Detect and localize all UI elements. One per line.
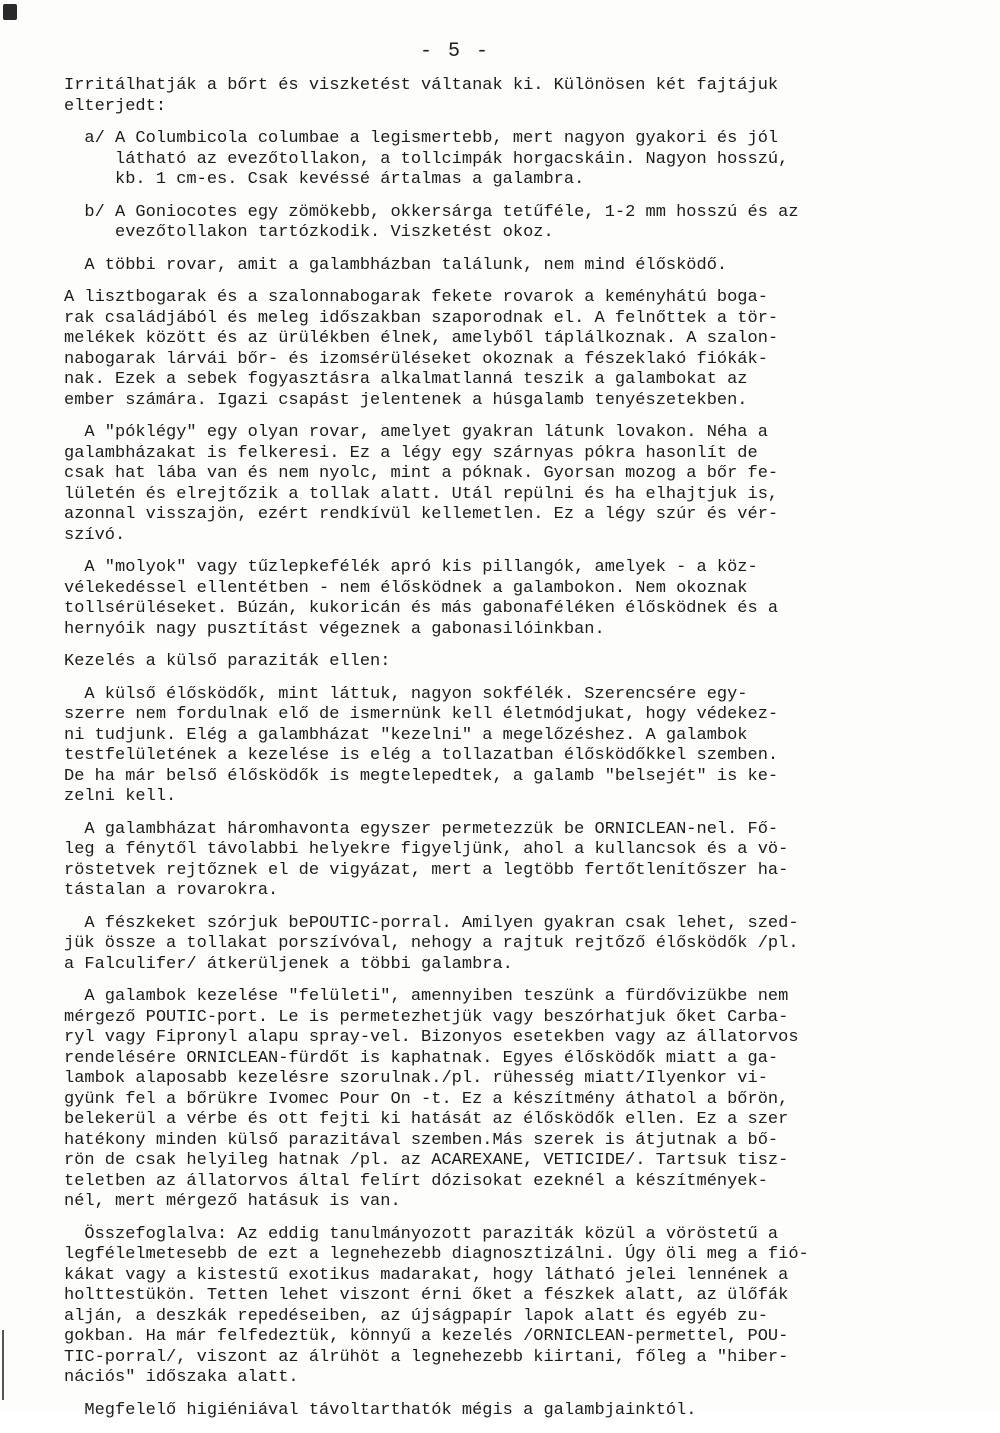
paragraph <box>64 820 954 902</box>
paragraph <box>64 1401 954 1422</box>
text-line: A galambházat háromhavonta egyszer permetezzük be ORNICLEAN-nel. Fő- <box>64 819 779 839</box>
text-line: galambházakat is felkeresi. Ez a légy egy szárnyas pókra hasonlít de <box>64 443 758 463</box>
paragraph <box>64 203 954 244</box>
text-line: A többi rovar, amit a galambházban találunk, nem mind élősködő. <box>64 255 728 275</box>
text-line: Irritálhatják a bőrt és viszketést váltanak ki. Különösen két fajtájuk <box>64 76 779 95</box>
text-line: Kezelés a külső paraziták ellen: <box>64 652 391 671</box>
text-line: Összefoglalva: Az eddig tanulmányozott paraziták közül a vöröstetű a <box>64 1224 779 1244</box>
text-line: azonnal visszajön, ezért rendkívül kellemetlen. Ez a légy szúr és vér- <box>64 505 779 524</box>
text-line: A külső élősködők, mint láttuk, nagyon sokfélék. Szerencsére egy- <box>64 684 748 704</box>
text-line: lambok alaposabb kezelésre szorulnak./pl. rühesség miatt/Ilyenkor vi- <box>64 1069 768 1088</box>
paragraph <box>64 256 954 277</box>
paragraph <box>64 76 954 117</box>
paragraph <box>64 129 954 191</box>
paragraph <box>64 288 954 411</box>
text-line: tástalan a rovarokra. <box>64 881 279 900</box>
text-line: rendelésére ORNICLEAN-fürdőt is kaphatnak. Egyes élősködők miatt a ga- <box>64 1048 779 1068</box>
text-line: A "molyok" vagy tűzlepkefélék apró kis pillangók, amelyek - a köz- <box>64 558 758 577</box>
text-line: ryl vagy Fipronyl alapu spray-vel. Bizonyos esetekben vagy az állatorvos <box>64 1028 799 1047</box>
text-line: leg a fénytől távolabbi helyekre figyeljünk, ahol a kullancsok és a vö- <box>64 840 789 859</box>
text-line: jük össze a tollakat porszívóval, nehogy a rajtuk rejtőző élősködők /pl. <box>64 934 799 953</box>
text-line: nabogarak lárvái bőr- és izomsérüléseket okoznak a fészeklakó fiókák- <box>64 349 768 369</box>
text-line: látható az evezőtollakon, a tollcimpák horgacskáin. Nagyon hosszú, <box>64 149 789 169</box>
text-line: testfelületének a kezelése is elég a tollazatban élősködőkkel szemben. <box>64 746 779 765</box>
text-line: nak. Ezek a sebek fogyasztásra alkalmatlanná teszik a galambokat az <box>64 370 748 389</box>
text-line: hernyóik nagy pusztítást végeznek a gabonasilóinkban. <box>64 619 605 639</box>
text-line: szívó. <box>64 525 126 545</box>
text-line: a/ A Columbicola columbae a legismertebb, mert nagyon gyakori és jól <box>64 129 779 148</box>
text-line: kb. 1 cm-es. Csak kevéssé ártalmas a galambra. <box>64 170 585 189</box>
text-line: gokban. Ha már felfedeztük, könnyű a kezelés /ORNICLEAN-permettel, POU- <box>64 1327 789 1346</box>
text-line: b/ A Goniocotes egy zömökebb, okkersárga tetűféle, 1-2 mm hosszú és az <box>64 202 799 222</box>
paragraph <box>64 914 954 976</box>
paragraph <box>64 1225 954 1389</box>
text-line: Megfelelő higiéniával távoltarthatók mégis a galambjainktól. <box>64 1400 697 1420</box>
text-line: ni tudjunk. Elég a galambházat "kezelni" a megelőzéshez. A galambok <box>64 725 748 745</box>
text-line: A galambok kezelése "felületi", amennyiben teszünk a fürdővizükbe nem <box>64 987 789 1006</box>
text-line: lületén és elrejtőzik a tollak alatt. Utál repülni és ha elhajtjuk is, <box>64 484 779 504</box>
text-line: nációs" időszaka alatt. <box>64 1368 299 1387</box>
text-line: mérgező POUTIC-port. Le is permetezhetjük vagy beszórhatjuk őket Carba- <box>64 1007 789 1027</box>
text-line: röstetvek rejtőznek el de vigyázat, mert a legtöbb fertőtlenítőszer ha- <box>64 860 789 880</box>
text-line: holttestükön. Tetten lehet viszont érni őket a fészkek alatt, az ülőfák <box>64 1286 789 1305</box>
text-line: legfélelmetesebb de ezt a legnehezebb diagnosztizálni. Úgy öli meg a fió- <box>64 1245 809 1264</box>
text-line: De ha már belső élősködők is megtelepedtek, a galamb "belsejét" is ke- <box>64 766 779 786</box>
scan-margin-line <box>2 1330 4 1400</box>
text-line: melékek között és az ürülékben élnek, amelyből táplálkoznak. A szalon- <box>64 329 779 348</box>
text-line: rak családjából és meleg időszakban szaporodnak el. A felnőttek a tör- <box>64 308 779 328</box>
text-line: A "póklégy" egy olyan rovar, amelyet gyakran látunk lovakon. Néha a <box>64 423 768 442</box>
text-line: elterjedt: <box>64 96 167 116</box>
paragraph <box>64 558 954 640</box>
text-line: ember számára. Igazi csapást jelentenek a húsgalamb tenyészetekben. <box>64 390 748 410</box>
text-line: gyünk fel a bőrükre Ivomec Pour On -t. Ez a készítmény áthatol a bőrön, <box>64 1089 789 1109</box>
text-line: belekerül a vérbe és ott fejti ki hatását az élősködők ellen. Ez a szer <box>64 1110 789 1129</box>
document-body <box>64 76 954 1433</box>
text-line: kákat vagy a kistestű exotikus madarakat, hogy látható jelei lennének a <box>64 1265 789 1285</box>
paragraph <box>64 423 954 546</box>
text-line: csak hat lába van és nem nyolc, mint a póknak. Gyorsan mozog a bőr fe- <box>64 464 779 483</box>
text-line: szerre nem fordulnak elő de ismernünk kell életmódjukat, hogy védekez- <box>64 705 779 724</box>
text-line: rön de csak helyileg hatnak /pl. az ACAREXANE, VETICIDE/. Tartsuk tisz- <box>64 1151 789 1170</box>
text-line: A lisztbogarak és a szalonnabogarak fekete rovarok a keményhátú boga- <box>64 288 768 307</box>
text-line: alján, a deszkák repedéseiben, az újságpapír lapok alatt és egyéb zu- <box>64 1306 768 1326</box>
text-line: vélekedéssel ellentétben - nem élősködnek a galambokon. Nem okoznak <box>64 578 748 598</box>
text-line: TIC-porral/, viszont az álrühöt a legnehezebb kiirtani, főleg a "hiber- <box>64 1347 789 1367</box>
text-line: a Falculifer/ átkerüljenek a többi galambra. <box>64 954 513 974</box>
text-line: nél, mert mérgező hatásuk is van. <box>64 1192 401 1211</box>
text-line: tollsérüléseket. Búzán, kukoricán és más gabonaféléken élősködnek és a <box>64 599 779 618</box>
paragraph <box>64 685 954 808</box>
scan-corner-mark <box>3 4 17 20</box>
page-number: - 5 - <box>420 40 491 63</box>
text-line: teletben az állatorvos által felírt dózisokat ezeknél a készítmények- <box>64 1171 768 1191</box>
text-line: evezőtollakon tartózkodik. Viszketést okoz. <box>64 223 554 242</box>
text-line: zelni kell. <box>64 787 177 806</box>
text-line: hatékony minden külső parazitával szemben.Más szerek is átjutnak a bő- <box>64 1130 779 1150</box>
paragraph <box>64 652 954 673</box>
paragraph <box>64 987 954 1213</box>
text-line: A fészkeket szórjuk bePOUTIC-porral. Amilyen gyakran csak lehet, szed- <box>64 913 799 933</box>
